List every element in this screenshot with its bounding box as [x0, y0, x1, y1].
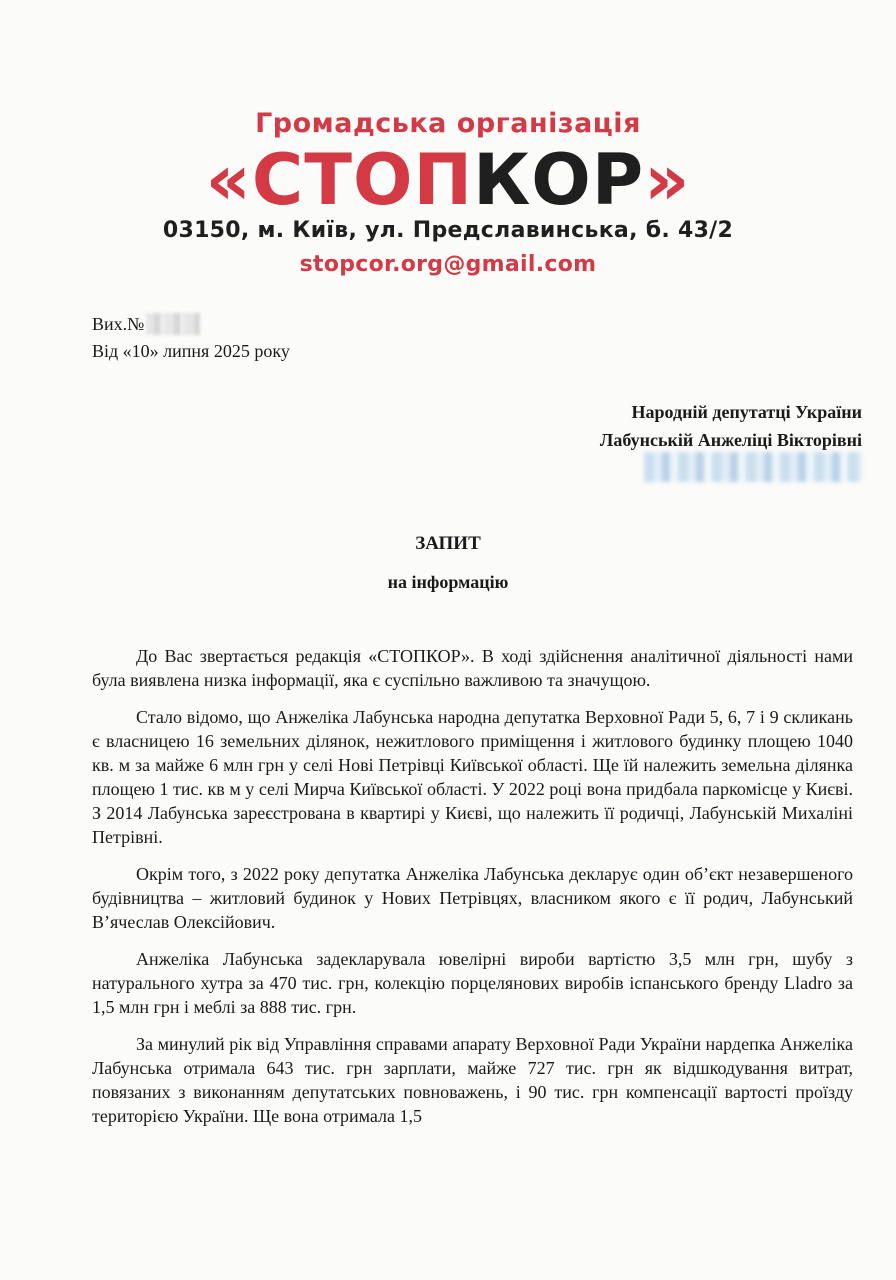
- org-name-close-quote: »: [644, 139, 691, 221]
- organization-email: stopcor.org@gmail.com: [299, 252, 597, 277]
- body-paragraph: До Вас звертається редакція «СТОПКОР». В ході здійснення аналітичної діяльності нами була виявлена низка інформації, яка є суспільно важливою та значущою.: [92, 646, 853, 690]
- redacted-recipient-email: [644, 452, 862, 482]
- organization-type: Громадська організація: [255, 108, 641, 139]
- outgoing-number-line: [92, 311, 290, 338]
- org-name-red-part: СТОП: [251, 139, 474, 221]
- letter-date: Від «10» липня 2025 року: [92, 341, 290, 361]
- recipient-name: Лабунській Анжеліці Вікторівні: [599, 430, 862, 450]
- org-name-open-quote: «: [205, 139, 252, 221]
- organization-address: 03150, м. Київ, ул. Предславинська, б. 43/2: [162, 218, 734, 243]
- redacted-number: [146, 313, 200, 335]
- body-paragraph: Анжеліка Лабунська задекларувала ювелірні вироби вартістю 3,5 млн грн, шубу з натурального хутра за 470 тис. грн, колекцію порцелянових виробів іспанського бренду Lladro за 1,5 млн грн і меблі за 888 тис. грн.: [92, 949, 853, 1017]
- org-name-dark-part: КОР: [473, 139, 645, 221]
- recipient-block: [600, 398, 862, 454]
- organization-name: [0, 140, 896, 220]
- document-title: ЗАПИТ: [415, 533, 481, 554]
- body-paragraph: За минулий рік від Управління справами апарату Верховної Ради України нардепка Анжеліка Лабунська отримала 643 тис. грн зарплати, майже 727 тис. грн як відшкодування витрат, повязаних з виконанням депутатських повноважень, і 90 тис. грн компенсації вартості проїзду територією України. Ще вона отримала 1,5: [92, 1034, 853, 1126]
- reference-block: [92, 311, 290, 365]
- document-subtitle: на інформацію: [387, 572, 509, 592]
- recipient-title: Народній депутатці України: [631, 402, 862, 422]
- body-paragraph: Стало відомо, що Анжеліка Лабунська народна депутатка Верховної Ради 5, 6, 7 і 9 скликань є власницею 16 земельних ділянок, нежитлового приміщення і житлового будинку площею 1040 кв. м за майже 6 млн грн у селі Нові Петрівці Київської області. Ще їй належить земельна ділянка площею 1 тис. кв м у селі Мирча Київської області. У 2022 році вона придбала паркомісце у Києві. З 2014 Лабунська зареєстрована в квартирі у Києві, що належить її родичці, Лабунській Михаліні Петрівні.: [92, 707, 853, 847]
- outgoing-number-label: Вих.№: [92, 314, 145, 334]
- body-paragraph: Окрім того, з 2022 року депутатка Анжеліка Лабунська декларує один об’єкт незавершеного будівництва – житловий будинок у Нових Петрівцях, власником якого є її родич, Лабунський В’ячеслав Олексійович.: [92, 864, 853, 932]
- letter-body: [92, 644, 853, 1141]
